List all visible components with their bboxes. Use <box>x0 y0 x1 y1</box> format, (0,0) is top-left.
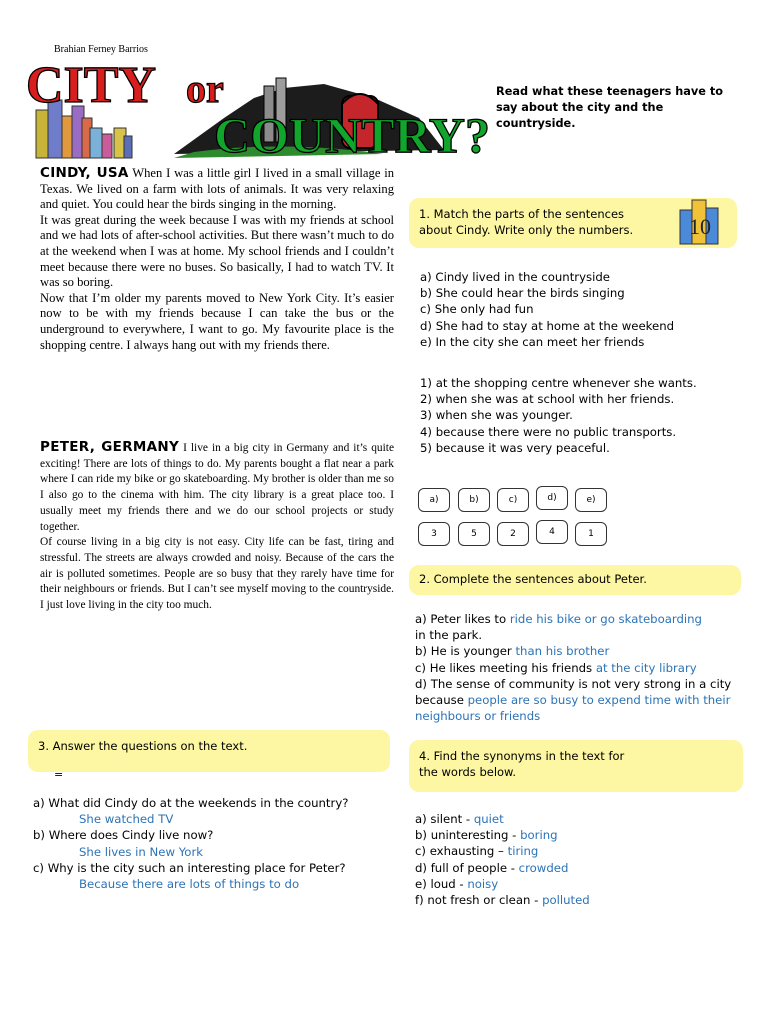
list-item: e) loud - noisy <box>415 876 499 891</box>
question-text: c) Why is the city such an interesting place for Peter? <box>33 860 346 875</box>
exercise-2-list <box>415 611 745 724</box>
answer-cell[interactable]: 5 <box>458 522 490 546</box>
list-item: f) not fresh or clean - polluted <box>415 893 590 908</box>
exercise-1-left-list <box>420 269 674 350</box>
list-item: d) The sense of community is not very strong in a city because people are so busy to expend time with their neighbours or friends <box>415 676 732 724</box>
list-item: c) exhausting – tiring <box>415 844 539 859</box>
title-city: CITY <box>26 58 157 114</box>
cindy-paragraph-1: CINDY, USA When I was a little girl I lived in a small village in Texas. We lived on a farm with lots of animals. It was very relaxing and quiet. You could hear the birds singing in the morning. <box>40 165 395 212</box>
list-item: c) She only had fun <box>420 302 534 317</box>
list-item: b) He is younger than his brother <box>415 644 610 659</box>
question-text: a) What did Cindy do at the weekends in the country? <box>33 796 349 810</box>
list-item: b) uninteresting - boring <box>415 828 558 843</box>
letter-cell: c) <box>497 488 529 512</box>
intro-text: Read what these teenagers have to say about the city and the countryside. <box>496 85 724 130</box>
answer-text[interactable]: ride his bike or go skateboarding <box>509 612 702 626</box>
letter-cell: a) <box>418 488 450 512</box>
exercise-3-list <box>33 795 348 892</box>
cindy-paragraph-3: Now that I’m older my parents moved to New York City. It’s easier now to be with my friends because I can take the bus or the underground to everywhere, I want to go. My favourite place is the shopping centre. I always hang out with my friends there. <box>40 290 394 352</box>
answer-cell[interactable]: 2 <box>497 522 529 546</box>
list-item: d) full of people - crowded <box>415 860 569 875</box>
list-item: 3) when she was younger. <box>420 408 573 423</box>
peter-story <box>40 440 394 614</box>
exercise-2-instruction: 2. Complete the sentences about Peter. <box>419 572 647 586</box>
answer-cell[interactable]: 1 <box>575 522 607 546</box>
answer-text[interactable]: tiring <box>507 844 539 859</box>
exercise-2-box <box>409 565 741 595</box>
answer-text[interactable]: noisy <box>467 876 499 891</box>
exercise-3-instruction: 3. Answer the questions on the text. <box>38 739 248 753</box>
answer-text[interactable]: polluted <box>542 893 590 908</box>
title-country: COUNTRY? <box>214 107 491 163</box>
exercise-1-right-list <box>420 375 697 456</box>
list-item: d) She had to stay at home at the weekend <box>420 318 675 333</box>
answer-cell[interactable]: 4 <box>536 520 568 544</box>
answer-text[interactable]: quiet <box>473 812 504 826</box>
answer-text[interactable]: She lives in New York <box>79 844 204 859</box>
exercise-4-list <box>415 811 590 908</box>
letter-cell: b) <box>458 488 490 512</box>
list-item: c) He likes meeting his friends at the city library <box>415 660 697 675</box>
list-item: a) silent - quiet <box>415 812 504 826</box>
answer-text[interactable]: people are so busy to expend time with their neighbours or friends <box>415 693 731 724</box>
building-icon <box>672 196 728 246</box>
match-grid <box>418 486 618 550</box>
list-item: a) Cindy lived in the countryside <box>420 270 610 284</box>
letter-cell: e) <box>575 488 607 512</box>
answer-text[interactable]: than his brother <box>515 644 610 659</box>
title-banner <box>24 58 504 170</box>
author-name: Brahian Ferney Barrios <box>54 44 148 55</box>
peter-name: PETER, GERMANY <box>40 439 180 455</box>
exercise-4-box <box>409 740 743 792</box>
peter-paragraph-1: PETER, GERMANY I live in a big city in Germany and it’s quite exciting! There are lots of things to do. My parents bought a flat near a park where I can ride my bike or go skateboarding. My brother is older than me so I also go to the cinema with him. The city library is a great place too. I usually meet my friends there and we do our school projects or study together. <box>40 439 394 533</box>
list-item: in the park. <box>415 628 483 643</box>
list-item: 5) because it was very peaceful. <box>420 440 610 455</box>
equals-mark: = <box>54 768 64 781</box>
cindy-paragraph-2: It was great during the week because I was with my friends at school and we had lots of after-school activities. But there wasn’t much to do at the weekend when I was at home. My school friends and I couldn’t meet because there were no buses. So basically, I had to watch TV. It was so boring. <box>40 212 394 290</box>
exercise-3-box <box>28 730 390 772</box>
exercise-1-instruction: 1. Match the parts of the sentences about Cindy. Write only the numbers. <box>419 207 634 237</box>
answer-text[interactable]: boring <box>520 828 558 843</box>
question-text: b) Where does Cindy live now? <box>33 828 214 843</box>
answer-text[interactable]: at the city library <box>595 660 697 675</box>
answer-text[interactable]: She watched TV <box>79 812 174 827</box>
title-or: or <box>186 66 224 111</box>
cindy-story <box>40 166 394 353</box>
cindy-name: CINDY, USA <box>40 165 129 181</box>
list-item: b) She could hear the birds singing <box>420 286 625 301</box>
answer-text[interactable]: Because there are lots of things to do <box>79 877 300 892</box>
exercise-4-instruction: 4. Find the synonyms in the text for the words below. <box>419 749 625 779</box>
answer-cell[interactable]: 3 <box>418 522 450 546</box>
list-item: a) Peter likes to ride his bike or go skateboarding <box>415 612 702 626</box>
peter-paragraph-2: Of course living in a big city is not easy. City life can be fast, tiring and stressful. The streets are always crowded and noisy. Because of the cars the air is polluted sometimes. People are so busy that they rarely have time for their neighbours or friends. But I can’t see myself moving to the countryside. I just love living in the city too much. <box>40 536 394 612</box>
letter-cell: d) <box>536 486 568 510</box>
list-item: e) In the city she can meet her friends <box>420 334 645 349</box>
exercise-1-badge: 10 <box>689 214 711 239</box>
list-item: 4) because there were no public transports. <box>420 424 677 439</box>
list-item: 2) when she was at school with her friends. <box>420 392 675 407</box>
answer-text[interactable]: crowded <box>518 860 569 875</box>
list-item: 1) at the shopping centre whenever she wants. <box>420 376 697 390</box>
